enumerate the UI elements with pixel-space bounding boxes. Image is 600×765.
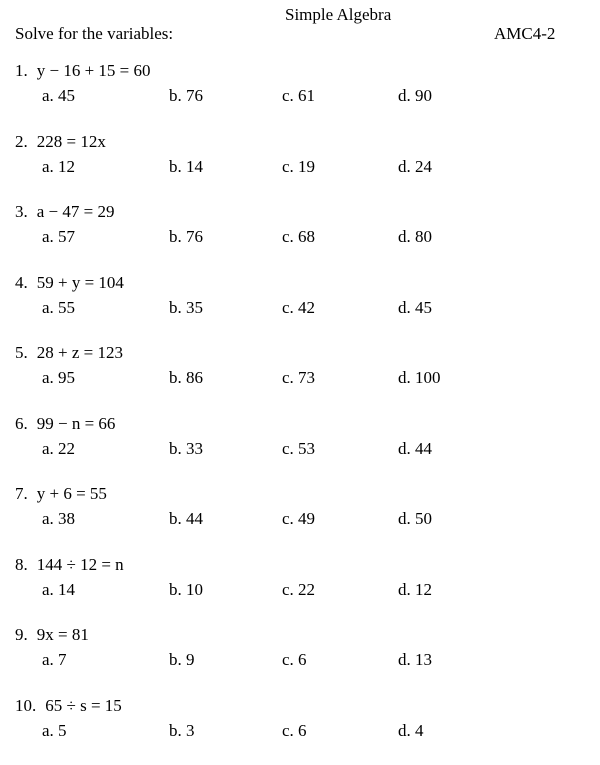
choice-b: b. 35 <box>169 297 203 319</box>
problem-10 <box>15 695 585 765</box>
choice-b: b. 33 <box>169 438 203 460</box>
choice-a: a. 22 <box>42 438 75 460</box>
problem-8 <box>15 554 585 625</box>
choice-a: a. 5 <box>42 720 67 742</box>
answer-choices <box>42 85 582 107</box>
problem-3 <box>15 201 585 272</box>
problem-list <box>15 60 585 765</box>
choice-a: a. 45 <box>42 85 75 107</box>
choice-d: d. 4 <box>398 720 424 742</box>
problem-number: 9. <box>15 624 28 646</box>
choice-d: d. 80 <box>398 226 432 248</box>
answer-choices <box>42 367 582 389</box>
problem-equation: 9x = 81 <box>37 625 89 644</box>
choice-b: b. 76 <box>169 85 203 107</box>
choice-d: d. 24 <box>398 156 432 178</box>
problem-9 <box>15 624 585 695</box>
problem-question <box>15 413 115 435</box>
answer-choices <box>42 720 582 742</box>
choice-b: b. 10 <box>169 579 203 601</box>
problem-number: 2. <box>15 131 28 153</box>
choice-a: a. 14 <box>42 579 75 601</box>
answer-choices <box>42 508 582 530</box>
problem-2 <box>15 131 585 202</box>
problem-equation: 65 ÷ s = 15 <box>45 696 122 715</box>
choice-b: b. 86 <box>169 367 203 389</box>
problem-number: 6. <box>15 413 28 435</box>
answer-choices <box>42 226 582 248</box>
choice-a: a. 55 <box>42 297 75 319</box>
choice-a: a. 95 <box>42 367 75 389</box>
choice-b: b. 76 <box>169 226 203 248</box>
answer-choices <box>42 297 582 319</box>
choice-c: c. 6 <box>282 720 307 742</box>
problem-number: 5. <box>15 342 28 364</box>
choice-c: c. 49 <box>282 508 315 530</box>
problem-equation: a − 47 = 29 <box>37 202 115 221</box>
choice-a: a. 57 <box>42 226 75 248</box>
choice-c: c. 19 <box>282 156 315 178</box>
choice-b: b. 14 <box>169 156 203 178</box>
choice-d: d. 13 <box>398 649 432 671</box>
choice-c: c. 61 <box>282 85 315 107</box>
choice-c: c. 42 <box>282 297 315 319</box>
instructions-text: Solve for the variables: <box>15 24 173 44</box>
problem-equation: y − 16 + 15 = 60 <box>37 61 151 80</box>
problem-question <box>15 624 89 646</box>
problem-question <box>15 131 106 153</box>
choice-d: d. 12 <box>398 579 432 601</box>
choice-c: c. 6 <box>282 649 307 671</box>
problem-question <box>15 342 123 364</box>
choice-a: a. 38 <box>42 508 75 530</box>
problem-5 <box>15 342 585 413</box>
problem-number: 10. <box>15 695 36 717</box>
choice-c: c. 68 <box>282 226 315 248</box>
worksheet-title: Simple Algebra <box>285 5 391 25</box>
answer-choices <box>42 649 582 671</box>
problem-equation: 59 + y = 104 <box>37 273 124 292</box>
problem-number: 1. <box>15 60 28 82</box>
choice-c: c. 22 <box>282 579 315 601</box>
problem-question <box>15 201 114 223</box>
choice-b: b. 3 <box>169 720 195 742</box>
problem-6 <box>15 413 585 484</box>
problem-question <box>15 272 124 294</box>
problem-4 <box>15 272 585 343</box>
choice-c: c. 53 <box>282 438 315 460</box>
problem-1 <box>15 60 585 131</box>
problem-question <box>15 695 122 717</box>
problem-equation: 228 = 12x <box>37 132 106 151</box>
problem-equation: 144 ÷ 12 = n <box>37 555 124 574</box>
choice-d: d. 50 <box>398 508 432 530</box>
problem-question <box>15 554 124 576</box>
choice-b: b. 9 <box>169 649 195 671</box>
choice-b: b. 44 <box>169 508 203 530</box>
answer-choices <box>42 579 582 601</box>
problem-equation: 99 − n = 66 <box>37 414 116 433</box>
choice-d: d. 45 <box>398 297 432 319</box>
problem-number: 4. <box>15 272 28 294</box>
choice-a: a. 7 <box>42 649 67 671</box>
choice-d: d. 44 <box>398 438 432 460</box>
choice-c: c. 73 <box>282 367 315 389</box>
answer-choices <box>42 438 582 460</box>
worksheet-code: AMC4-2 <box>494 24 555 44</box>
choice-a: a. 12 <box>42 156 75 178</box>
problem-number: 7. <box>15 483 28 505</box>
answer-choices <box>42 156 582 178</box>
problem-7 <box>15 483 585 554</box>
problem-question <box>15 483 107 505</box>
problem-number: 8. <box>15 554 28 576</box>
choice-d: d. 100 <box>398 367 441 389</box>
problem-number: 3. <box>15 201 28 223</box>
choice-d: d. 90 <box>398 85 432 107</box>
problem-equation: 28 + z = 123 <box>37 343 123 362</box>
problem-question <box>15 60 151 82</box>
problem-equation: y + 6 = 55 <box>37 484 107 503</box>
